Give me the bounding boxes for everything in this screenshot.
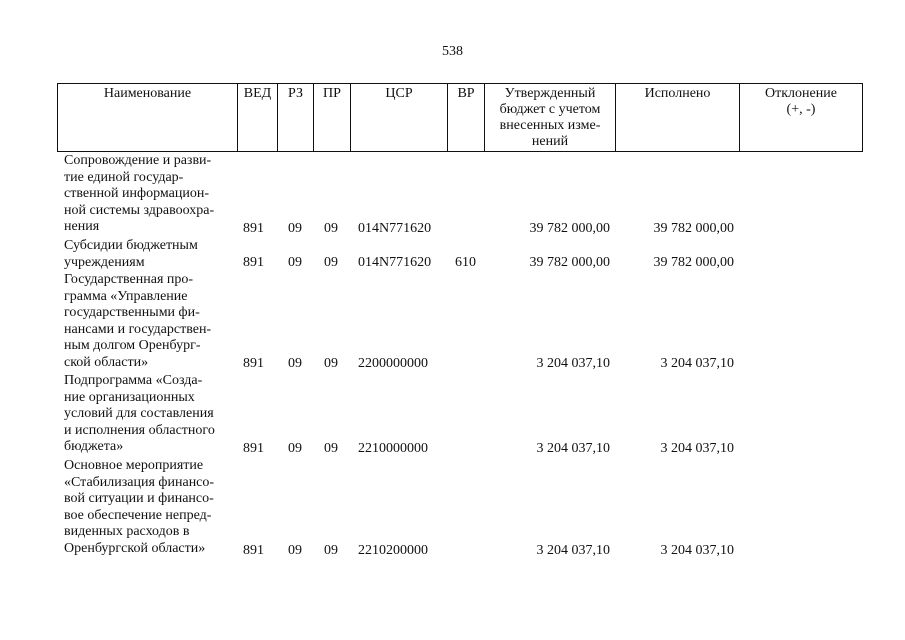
row-pr: 09: [324, 255, 338, 270]
header-budget: Утвержденный бюджет с учетом внесенных изме- нений: [485, 84, 616, 151]
row-budget: 3 204 037,10: [536, 356, 610, 371]
row-pr: 09: [324, 543, 338, 558]
row-rz: 09: [288, 255, 302, 270]
header-pr: ПР: [314, 84, 351, 151]
row-vr: 610: [455, 255, 476, 270]
header-csr: ЦСР: [351, 84, 448, 151]
header-rz: РЗ: [278, 84, 314, 151]
row-name: Субсидии бюджетным учреждениям: [64, 238, 198, 270]
row-budget: 3 204 037,10: [536, 543, 610, 558]
row-ved: 891: [243, 255, 264, 270]
row-name: Государственная про- грамма «Управление государственными фи- нансами и государствен- ным долгом Оренбург- ской области»: [64, 272, 212, 370]
row-ved: 891: [243, 543, 264, 558]
row-csr: 2210200000: [358, 543, 428, 558]
header-vr: ВР: [448, 84, 485, 151]
row-executed: 39 782 000,00: [653, 255, 734, 270]
row-ved: 891: [243, 356, 264, 371]
row-pr: 09: [324, 441, 338, 456]
row-rz: 09: [288, 543, 302, 558]
row-csr: 014N771620: [358, 221, 432, 236]
row-budget: 39 782 000,00: [529, 255, 610, 270]
row-rz: 09: [288, 441, 302, 456]
row-executed: 39 782 000,00: [653, 221, 734, 236]
header-ved: ВЕД: [238, 84, 278, 151]
page-number: 538: [442, 44, 463, 59]
row-budget: 39 782 000,00: [529, 221, 610, 236]
header-executed: Исполнено: [616, 84, 740, 151]
row-ved: 891: [243, 221, 264, 236]
row-pr: 09: [324, 221, 338, 236]
row-executed: 3 204 037,10: [660, 543, 734, 558]
row-rz: 09: [288, 356, 302, 371]
row-name: Сопровождение и разви- тие единой государ- ственной информацион- ной системы здравоохра- нения: [64, 153, 215, 234]
row-name: Подпрограмма «Созда- ние организационных условий для составления и исполнения областного бюджета»: [64, 373, 215, 454]
row-executed: 3 204 037,10: [660, 356, 734, 371]
row-pr: 09: [324, 356, 338, 371]
row-csr: 014N771620: [358, 255, 432, 270]
row-csr: 2200000000: [358, 356, 428, 371]
table-header: [57, 83, 863, 152]
header-deviation: Отклонение (+, -): [765, 86, 837, 117]
row-ved: 891: [243, 441, 264, 456]
row-executed: 3 204 037,10: [660, 441, 734, 456]
row-rz: 09: [288, 221, 302, 236]
header-name: Наименование: [58, 84, 238, 151]
row-csr: 2210000000: [358, 441, 428, 456]
row-budget: 3 204 037,10: [536, 441, 610, 456]
row-name: Основное мероприятие «Стабилизация финансо- вой ситуации и финансо- вое обеспечение непред- виденных расходов в Оренбургской области»: [64, 458, 215, 556]
